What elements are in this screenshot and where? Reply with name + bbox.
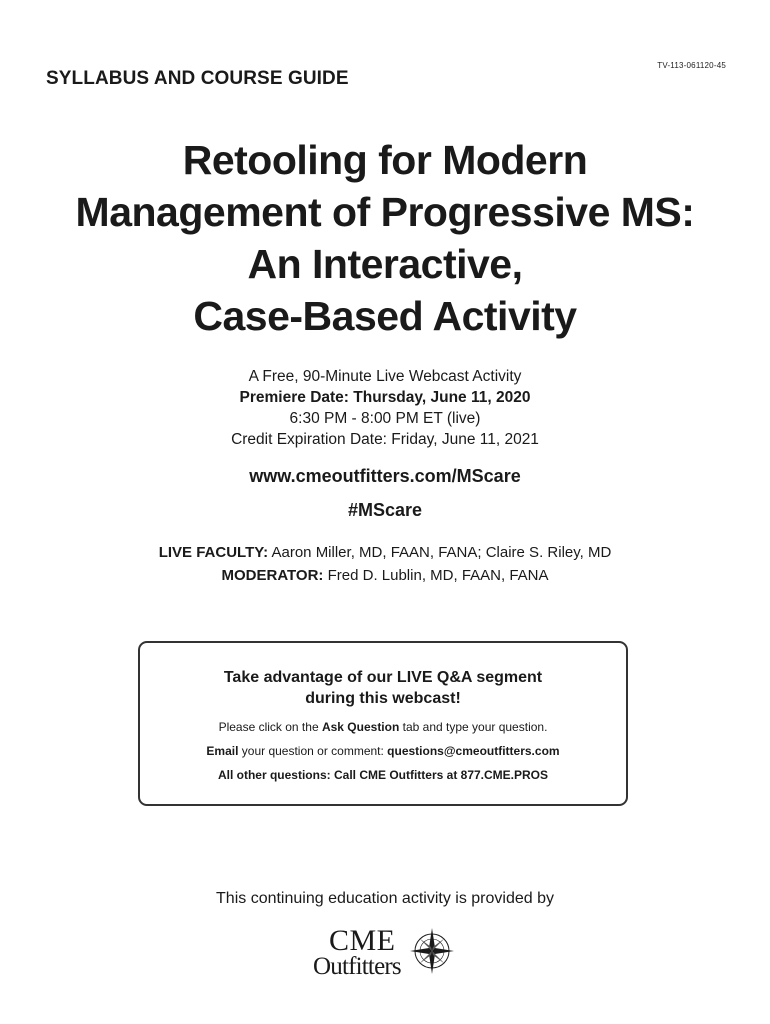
live-faculty-label: LIVE FACULTY:	[158, 544, 269, 561]
qa-instruction-ask	[140, 720, 626, 734]
faculty-block	[0, 541, 770, 587]
hashtag: #MScare	[347, 500, 423, 520]
live-faculty-names: Aaron Miller, MD, FAAN, FANA; Claire S. Riley, MD	[268, 544, 612, 561]
provided-by-text: This continuing education activity is provided by	[216, 890, 554, 907]
qa-text: tab and type your question.	[399, 720, 548, 734]
live-faculty-line	[0, 541, 770, 564]
title-line: An Interactive,	[247, 241, 523, 287]
email-label: Email	[206, 744, 239, 758]
qa-text: your question or comment:	[238, 744, 388, 758]
guide-label: SYLLABUS AND COURSE GUIDE	[46, 68, 349, 89]
qa-headline	[140, 667, 626, 709]
title-line: Case-Based Activity	[193, 293, 577, 339]
compass-rose-icon	[409, 927, 455, 977]
document-id: TV-113-061120-45	[657, 61, 726, 70]
activity-format: A Free, 90-Minute Live Webcast Activity	[248, 368, 522, 385]
credit-expiration: Credit Expiration Date: Friday, June 11, 2021	[231, 431, 539, 448]
qa-headline-line: during this webcast!	[305, 690, 461, 707]
qa-text: Please click on the	[218, 720, 322, 734]
logo-cme-text: CME	[329, 924, 396, 957]
qa-instruction-phone: All other questions: Call CME Outfitters at 877.CME.PROS	[217, 768, 549, 782]
title-line: Retooling for Modern	[182, 137, 588, 183]
qa-instruction-email	[140, 744, 626, 758]
premiere-date: Premiere Date: Thursday, June 11, 2020	[239, 389, 531, 406]
ask-question-tab-label: Ask Question	[321, 720, 400, 734]
questions-email-link[interactable]: questions@cmeoutfitters.com	[387, 744, 560, 758]
live-time: 6:30 PM - 8:00 PM ET (live)	[289, 410, 481, 427]
cme-outfitters-logo	[313, 925, 458, 985]
moderator-line	[0, 564, 770, 587]
logo-outfitters-text: Outfitters	[313, 953, 401, 980]
moderator-label: MODERATOR:	[221, 567, 324, 584]
moderator-name: Fred D. Lublin, MD, FAAN, FANA	[323, 567, 549, 584]
qa-callout-box	[138, 641, 628, 806]
qa-headline-line: Take advantage of our LIVE Q&A segment	[223, 669, 543, 686]
activity-details	[0, 366, 770, 450]
activity-url-link[interactable]: www.cmeoutfitters.com/MScare	[249, 466, 521, 486]
page-title	[0, 134, 770, 342]
title-line: Management of Progressive MS:	[75, 189, 695, 235]
